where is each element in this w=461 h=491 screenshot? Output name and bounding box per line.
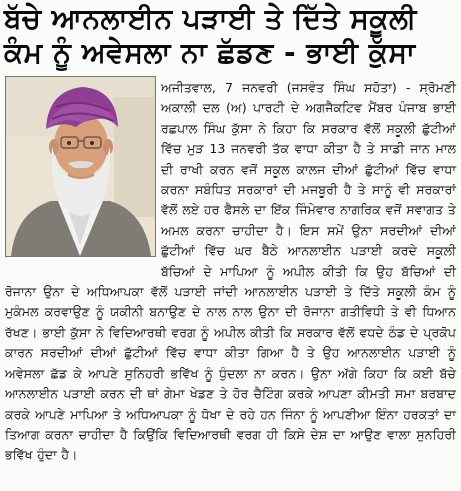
article-headline: ਬੱਚੇ ਆਨਲਾਈਨ ਪੜਾਈ ਤੇ ਦਿੱਤੇ ਸਕੂਲੀ ਕੰਮ ਨੂੰ ਅਵੇਸਲਾ ਨਾ ਛੱਡਣ - ਭਾਈ ਕੁੱਸਾ <box>4 2 417 69</box>
photo-spacer <box>5 78 161 262</box>
article-body <box>5 78 456 466</box>
article-body-text: ਅਜੀਤਵਾਲ, 7 ਜਨਵਰੀ (ਜਸਵੰਤ ਸਿੰਘ ਸਹੋਤਾ) - ਸ੍ਰੋਮਣੀ ਅਕਾਲੀ ਦਲ (ਅ) ਪਾਰਟੀ ਦੇ ਅਗਜੈਕਟਿਵ ਮੈਂਬਰ ਪੰਜਾਬ ਭਾਈ ਰਛਪਾਲ ਸਿੰਘ ਕੁੱਸਾ ਨੇ ਕਿਹਾ ਕਿ ਸਰਕਾਰ ਵੱਲੋਂ ਸਕੂਲੀ ਛੁੱਟੀਆਂ ਵਿੱਚ ਮੁੜ 13 ਜਨਵਰੀ ਤੱਕ ਵਾਧਾ ਕੀਤਾ ਹੈ ਤੇ ਸਾਡੀ ਜਾਨ ਮਾਲ ਦੀ ਰਾਖੀ ਕਰਨ ਵਜੋਂ ਸਕੂਲ ਕਾਲਜ ਦੀਆਂ ਛੁੱਟੀਆਂ ਵਿੱਚ ਵਾਧਾ ਕਰਨਾ ਸਬੰਧਿਤ ਸਰਕਾਰਾਂ ਦੀ ਮਜਬੂਰੀ ਹੈ ਤੇ ਸਾਨੂੰ ਵੀ ਸਰਕਾਰਾਂ ਵੱਲੋਂ ਲਏ ਹਰ ਫੈਸਲੇ ਦਾ ਇੱਕ ਜਿੰਮੇਵਾਰ ਨਾਗਰਿਕ ਵਜੋਂ ਸਵਾਗਤ ਤੇ ਅਮਲ ਕਰਨਾ ਚਾਹੀਦਾ ਹੈ। ਇਸ ਸਮੇਂ ਉਨਾ ਸਰਦੀਆਂ ਦੀਆਂ ਛੁੱਟੀਆਂ ਵਿੱਚ ਘਰ ਬੈਠੇ ਆਨਲਾਈਨ ਪੜਾਈ ਕਰਦੇ ਸਕੂਲੀ ਬੱਚਿਆਂ ਦੇ ਮਾਪਿਆ ਨੂੰ ਅਪੀਲ ਕੀਤੀ ਕਿ ਉਹ ਬੱਚਿਆਂ ਦੀ ਰੋਜਾਨਾ ਉਨਾ ਦੇ ਅਧਿਆਪਕਾ ਵੱਲੋਂ ਪੜਾਈ ਜਾਂਦੀ ਆਨਲਾਈਨ ਪੜਾਈ ਤੇ ਦਿੱਤੇ ਸਕੂਲੀ ਕੰਮ ਨੂੰ ਮੁਕੰਮਲ ਕਰਵਾਉਣ ਨੂੰ ਯਕੀਨੀ ਬਨਾਉਣ ਦੇ ਨਾਲ ਨਾਲ ਉਨਾ ਦੀ ਰੋਜਾਨਾ ਗਤੀਵਿਧੀ ਤੇ ਵੀ ਧਿਆਨ ਰੱਖਣ। ਭਾਈ ਕੁੱਸਾ ਨੇ ਵਿਦਿਆਰਥੀ ਵਰਗ ਨੂੰ ਅਪੀਲ ਕੀਤੀ ਕਿ ਸਰਕਾਰ ਵੱਲੋਂ ਵਧਦੇ ਠੰਡ ਦੇ ਪ੍ਰਕੋਪ ਕਾਰਨ ਸਰਦੀਆਂ ਦੀਆਂ ਛੁੱਟੀਆਂ ਵਿੱਚ ਵਾਧਾ ਕੀਤਾ ਗਿਆ ਹੈ ਤੇ ਉਹ ਆਨਲਾਈਨ ਪੜਾਈ ਨੂੰ ਅਵੇਸਲਾ ਛੱਡ ਕੇ ਆਪਣੇ ਸੁਨਿਹਰੀ ਭਵਿੱਖ ਨੂੰ ਧੁੰਦਲਾ ਨਾ ਕਰਨ। ਉਨਾ ਅੱਗੇ ਕਿਹਾ ਕਿ ਕਈ ਬੱਚੇ ਆਨਲਾਈਨ ਪੜਾਈ ਕਰਨ ਦੀ ਥਾਂ ਗੇਮਾ ਖੇਡਣ ਤੇ ਹੋਰ ਚੈਟਿੰਗ ਕਰਕੇ ਆਪਣਾ ਕੀਮਤੀ ਸਮਾ ਬਰਬਾਦ ਕਰਕੇ ਆਪਣੇ ਮਾਪਿਆ ਤੇ ਅਧਿਆਪਕਾ ਨੂੰ ਧੋਖਾ ਦੇ ਰਹੇ ਹਨ ਜਿੰਨਾ ਨੂੰ ਆਪਣੀਆ ਇੰਨਾ ਹਰਕਤਾਂ ਦਾ ਤਿਆਗ ਕਰਨਾ ਚਾਹੀਦਾ ਹੈ ਕਿਉਂਕਿ ਵਿਦਿਆਰਥੀ ਵਰਗ ਹੀ ਕਿਸੇ ਦੇਸ਼ ਦਾ ਆਉਣ ਵਾਲਾ ਸੁਨਹਿਰੀ ਭਵਿੱਖ ਹੁੰਦਾ ਹੈ। <box>5 80 456 463</box>
